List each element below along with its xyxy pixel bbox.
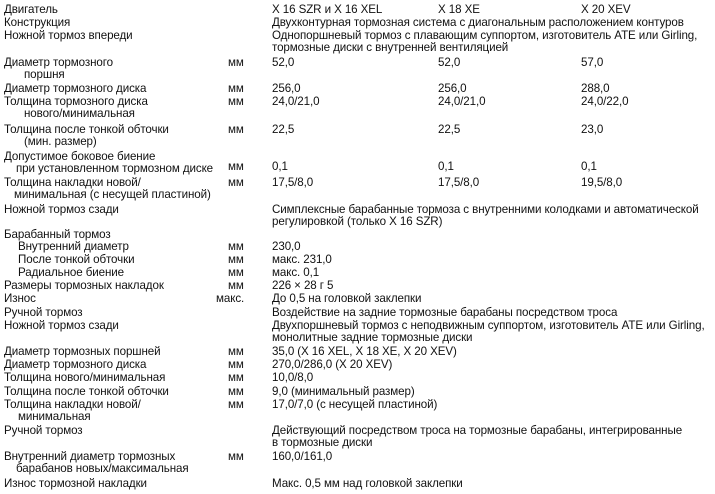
- row-label: минимальная: [18, 410, 91, 423]
- row-value-text: 10,0/8,0: [272, 371, 314, 384]
- row-label: Конструкция: [4, 16, 71, 29]
- row-unit: мм: [228, 240, 244, 253]
- row-value-text: До 0,5 на головкой заклепки: [272, 292, 422, 305]
- row-value: 17,5/8,0: [438, 176, 480, 189]
- row-value: 24,0/22,0: [581, 95, 629, 108]
- row-label: Ножной тормоз сзади: [4, 203, 119, 216]
- row-label: Размеры тормозных накладок: [4, 279, 164, 292]
- row-unit: мм: [228, 358, 244, 371]
- row-value: 0,1: [438, 160, 454, 173]
- row-label: Износ тормозной накладки: [4, 477, 147, 490]
- row-value-text: 270,0/286,0 (X 20 XEV): [272, 358, 393, 371]
- row-label: После тонкой обточки: [18, 253, 135, 266]
- row-unit: мм: [228, 95, 244, 108]
- row-label: Допустимое боковое биение: [4, 150, 156, 163]
- row-value-text: 230,0: [272, 240, 301, 253]
- row-value-text: Двухконтурная тормозная система с диагональным расположением контуров: [272, 16, 684, 29]
- row-value-text: в тормозные диски: [272, 436, 373, 449]
- row-label: Износ: [4, 292, 36, 305]
- row-value-text: регулировкой (только X 16 SZR): [272, 215, 443, 228]
- row-label: нового/минимальная: [24, 107, 135, 120]
- engine-column-header: X 20 XEV: [581, 3, 631, 16]
- row-value-text: Макс. 0,5 мм над головкой заклепки: [272, 477, 463, 490]
- row-value: 22,5: [272, 123, 295, 136]
- row-value-text: Действующий посредством троса на тормозные барабаны, интегрированные: [272, 424, 683, 437]
- row-label: Ножной тормоз впереди: [4, 29, 133, 42]
- engine-header-label: Двигатель: [4, 3, 58, 16]
- row-label: Внутренний диаметр: [18, 240, 129, 253]
- row-value-text: Двухпоршневый тормоз с неподвижным суппортом, изготовитель ATE или Girling,: [272, 319, 705, 332]
- row-label: (мин. размер): [24, 135, 97, 148]
- row-value: 256,0: [272, 82, 301, 95]
- row-value-text: макс. 0,1: [272, 266, 320, 279]
- row-value: 288,0: [581, 82, 610, 95]
- row-value-text: тормозные диски с внутренней вентиляцией: [272, 41, 509, 54]
- row-value-text: 160,0/161,0: [272, 450, 333, 463]
- row-unit: мм: [228, 371, 244, 384]
- row-value-text: 35,0 (X 16 XEL, X 18 XE, X 20 XEV): [272, 345, 457, 358]
- row-unit: мм: [228, 82, 244, 95]
- row-unit: мм: [228, 123, 244, 136]
- row-label: Диаметр тормозного: [4, 56, 113, 69]
- row-label: поршня: [24, 68, 65, 81]
- row-label: Толщина накладки новой/: [4, 398, 141, 411]
- row-unit: мм: [228, 253, 244, 266]
- row-label: Толщина после тонкой обточки: [4, 123, 169, 136]
- row-unit: мм: [228, 385, 244, 398]
- row-label: Толщина после тонкой обточки: [4, 385, 169, 398]
- row-value: 0,1: [581, 160, 597, 173]
- row-label: Ручной тормоз: [4, 424, 83, 437]
- engine-column-header: X 18 XE: [438, 3, 480, 16]
- row-value-text: Симплексные барабанные тормоза с внутренними колодками и автоматической: [272, 203, 699, 216]
- row-value-text: монолитные задние тормозные диски: [272, 331, 473, 344]
- row-label: Диаметр тормозного диска: [4, 358, 147, 371]
- row-unit: мм: [228, 176, 244, 189]
- row-value: 19,5/8,0: [581, 176, 623, 189]
- row-unit: мм: [228, 266, 244, 279]
- row-value: 52,0: [272, 56, 295, 69]
- row-label: при установленном тормозном диске: [16, 162, 214, 175]
- row-label: Диаметр тормозного диска: [4, 82, 147, 95]
- row-value-text: 226 × 28 г 5: [272, 279, 334, 292]
- row-label: Толщина нового/минимальная: [4, 371, 166, 384]
- row-label: Толщина накладки новой/: [4, 176, 141, 189]
- row-label: Диаметр тормозных поршней: [4, 345, 161, 358]
- row-value: 22,5: [438, 123, 461, 136]
- row-label: Радиальное биение: [18, 266, 125, 279]
- row-value-text: 17,0/7,0 (с несущей пластиной): [272, 398, 438, 411]
- row-unit: мм: [228, 398, 244, 411]
- row-value: 17,5/8,0: [272, 176, 314, 189]
- row-label: минимальная (с несущей пластиной): [14, 188, 211, 201]
- row-label: Толщина тормозного диска: [4, 95, 148, 108]
- row-label: Ножной тормоз сзади: [4, 319, 119, 332]
- row-unit: мм: [228, 56, 244, 69]
- row-label: барабанов новых/максимальная: [16, 462, 189, 475]
- row-unit: мм: [228, 345, 244, 358]
- row-unit: макс.: [216, 292, 245, 305]
- row-value-text: макс. 231,0: [272, 253, 332, 266]
- row-value: 24,0/21,0: [438, 95, 486, 108]
- row-unit: мм: [228, 450, 244, 463]
- row-value: 24,0/21,0: [272, 95, 320, 108]
- row-label: Барабанный тормоз: [4, 228, 111, 241]
- row-value-text: 9,0 (минимальный размер): [272, 385, 415, 398]
- row-label: Внутренний диаметр тормозных: [4, 450, 176, 463]
- row-value: 0,1: [272, 160, 288, 173]
- row-label: Ручной тормоз: [4, 306, 83, 319]
- row-value: 52,0: [438, 56, 461, 69]
- row-value-text: Воздействие на задние тормозные барабаны посредством троса: [272, 306, 618, 319]
- row-value-text: Однопоршневый тормоз с плавающим суппортом, изготовитель ATE или Girling,: [272, 29, 698, 42]
- row-unit: мм: [228, 279, 244, 292]
- row-unit: мм: [228, 160, 244, 173]
- row-value: 57,0: [581, 56, 604, 69]
- row-value: 256,0: [438, 82, 467, 95]
- row-value: 23,0: [581, 123, 604, 136]
- engine-column-header: X 16 SZR и X 16 XEL: [272, 3, 383, 16]
